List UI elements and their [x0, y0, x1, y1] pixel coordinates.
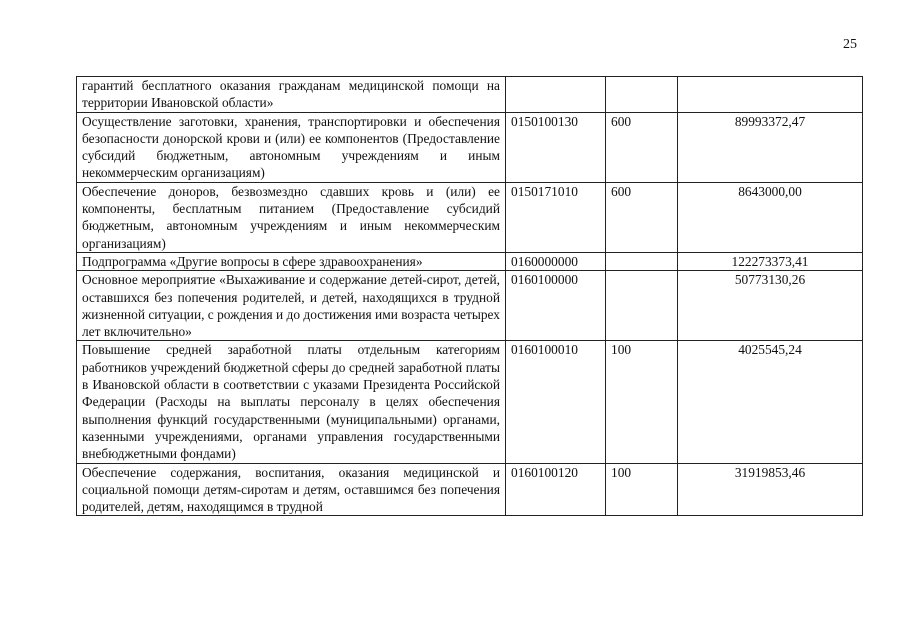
row-sum-cell: 31919853,46: [678, 463, 863, 516]
row-name-cell: Подпрограмма «Другие вопросы в сфере здравоохранения»: [77, 252, 506, 270]
row-code-cell: 0160100120: [506, 463, 606, 516]
row-sum-cell: 122273373,41: [678, 252, 863, 270]
row-name-cell: Обеспечение содержания, воспитания, оказания медицинской и социальной помощи детям-сиротам и детям, оставшимся без попечения родителей, детям, находящимся в трудной: [77, 463, 506, 516]
row-sum-cell: 89993372,47: [678, 112, 863, 182]
table-row: [77, 271, 863, 341]
budget-table-body: [77, 77, 863, 516]
row-name-cell: Осуществление заготовки, хранения, транспортировки и обеспечения безопасности донорской крови и (или) ее компонентов (Предоставление субсидий бюджетным, автономным учреждениям и иным некоммерческим организациям): [77, 112, 506, 182]
row-code-cell: 0160100000: [506, 271, 606, 341]
row-code-cell: [506, 77, 606, 113]
row-expense-type-cell: 100: [606, 463, 678, 516]
row-name-cell: Обеспечение доноров, безвозмездно сдавших кровь и (или) ее компоненты, бесплатным питанием (Предоставление субсидий бюджетным, автономным учреждениям и иным некоммерческим организациям): [77, 182, 506, 252]
row-sum-cell: 4025545,24: [678, 341, 863, 463]
row-name-cell: Повышение средней заработной платы отдельным категориям работников учреждений бюджетной сферы до средней заработной платы в Ивановской области в соответствии с указами Президента Российской Федерации (Расходы на выплаты персоналу в целях обеспечения выполнения функций государственными (муниципальными) органами, казенными учреждениями, органами управления государственными внебюджетными фондами): [77, 341, 506, 463]
row-code-cell: 0150100130: [506, 112, 606, 182]
row-code-cell: 0160000000: [506, 252, 606, 270]
table-row: [77, 252, 863, 270]
row-sum-cell: 8643000,00: [678, 182, 863, 252]
budget-table: [76, 76, 863, 516]
row-sum-cell: [678, 77, 863, 113]
row-expense-type-cell: 600: [606, 112, 678, 182]
table-row: [77, 182, 863, 252]
row-sum-cell: 50773130,26: [678, 271, 863, 341]
table-row: [77, 77, 863, 113]
row-expense-type-cell: [606, 271, 678, 341]
table-row: [77, 112, 863, 182]
row-code-cell: 0150171010: [506, 182, 606, 252]
row-name-cell: Основное мероприятие «Выхаживание и содержание детей-сирот, детей, оставшихся без попечения родителей, и детей, находящихся в трудной жизненной ситуации, с рождения и до достижения ими возраста четырех лет включительно»: [77, 271, 506, 341]
table-row: [77, 341, 863, 463]
row-expense-type-cell: 100: [606, 341, 678, 463]
row-name-cell: гарантий бесплатного оказания гражданам медицинской помощи на территории Ивановской области»: [77, 77, 506, 113]
table-row: [77, 463, 863, 516]
row-expense-type-cell: [606, 252, 678, 270]
row-code-cell: 0160100010: [506, 341, 606, 463]
row-expense-type-cell: [606, 77, 678, 113]
page-number: 25: [843, 37, 857, 52]
row-expense-type-cell: 600: [606, 182, 678, 252]
